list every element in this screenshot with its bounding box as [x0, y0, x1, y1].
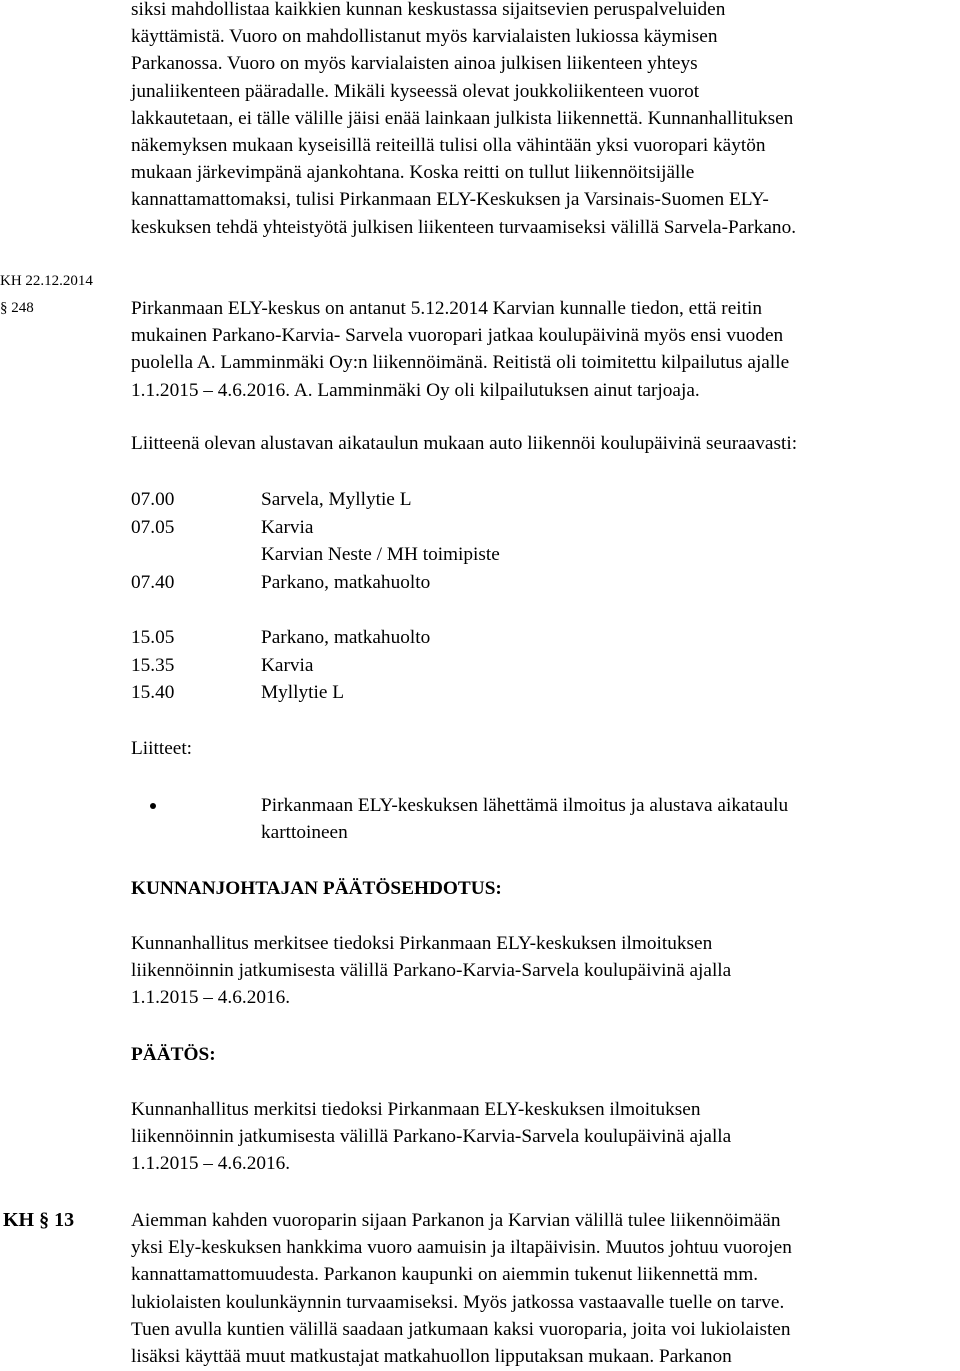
schedule-row: [131, 486, 500, 514]
schedule-place: Karvia: [261, 516, 314, 538]
notice-line: puolella A. Lamminmäki Oy:n liikennöimänä. Reitistä oli toimitettu kilpailutus ajalle: [131, 352, 790, 374]
notice-line: mukainen Parkano-Karvia- Sarvela vuoropari jatkaa koulupäivinä myös ensi vuoden: [131, 325, 784, 347]
schedule-time: 15.35: [131, 654, 175, 676]
kh13-line: Aiemman kahden vuoroparin sijaan Parkanon ja Karvian välillä tulee liikennöimään: [131, 1210, 781, 1231]
schedule-place: Parkano, matkahuolto: [261, 627, 431, 648]
decision-paragraph: [131, 1096, 957, 1178]
schedule-time: 07.40: [131, 571, 175, 593]
kh13-line: Tuen avulla kuntien välillä saadaan jatkumaan kaksi vuoroparia, joita voi lukiolaisten: [131, 1318, 791, 1340]
schedule-intro: [131, 430, 957, 457]
schedule-row: [131, 541, 500, 569]
schedule-place: Karvia: [261, 654, 314, 676]
notice-line: 1.1.2015 – 4.6.2016. A. Lamminmäki Oy oli kilpailutuksen ainut tarjoaja.: [131, 379, 700, 401]
kh13-line: kannattamattomuudesta. Parkanon kaupunki on aiemmin tukenut liikennettä mm.: [131, 1264, 759, 1286]
schedule-time: 07.05: [131, 516, 175, 538]
schedule-afternoon: [131, 624, 430, 707]
attachments-label: [131, 735, 957, 762]
kh13-section-label: KH § 13: [3, 1209, 75, 1231]
schedule-row: [131, 679, 430, 707]
notice-line: Pirkanmaan ELY-keskus on antanut 5.12.2014 Karvian kunnalle tiedon, että reitin: [131, 298, 762, 319]
intro-line: kannattamattomaksi, tulisi Pirkanmaan ELY-Keskuksen ja Varsinais-Suomen ELY-: [131, 189, 769, 211]
attachment-line: karttoineen: [261, 822, 348, 844]
bullet-icon: [150, 803, 156, 809]
kh13-line: yksi Ely-keskuksen hankkima vuoro aamuisin ja iltapäivisin. Muutos johtuu vuorojen: [131, 1237, 792, 1259]
intro-line: mukaan järkevimpänä ajankohtana. Koska reitti on tullut liikennöitsijälle: [131, 162, 695, 184]
schedule-time: 07.00: [131, 489, 175, 510]
section-number-label: § 248: [0, 300, 34, 316]
intro-line: näkemyksen mukaan kyseisillä reiteillä tulisi olla vähintään yksi vuoropari käytön: [131, 135, 766, 157]
schedule-time: 15.05: [131, 627, 175, 648]
schedule-intro-text: Liitteenä olevan alustavan aikataulun mukaan auto liikennöi koulupäivinä seuraavasti:: [131, 433, 798, 454]
proposal-line: Kunnanhallitus merkitsee tiedoksi Pirkanmaan ELY-keskuksen ilmoituksen: [131, 933, 713, 954]
proposal-paragraph: [131, 930, 957, 1012]
kh13-line: lisäksi käyttää muut matkustajat matkahuollon lipputaksan mukaan. Parkanon: [131, 1346, 732, 1368]
intro-line: käyttämistä. Vuoro on mahdollistanut myös karvialaisten lukiossa käymisen: [131, 26, 718, 48]
schedule-row: [131, 569, 500, 597]
schedule-time: 15.40: [131, 682, 175, 704]
proposal-heading: KUNNANJOHTAJAN PÄÄTÖSEHDOTUS:: [131, 878, 502, 899]
schedule-place: Myllytie L: [261, 682, 345, 704]
intro-line: Parkanossa. Vuoro on myös karvialaisten ainoa julkisen liikenteen yhteys: [131, 53, 698, 75]
intro-paragraph: [131, 0, 957, 241]
schedule-time: [131, 541, 261, 569]
intro-line: keskuksen tehdä yhteistyötä julkisen liikenteen turvaamiseksi välillä Sarvela-Parkano.: [131, 216, 797, 238]
schedule-row: [131, 652, 430, 680]
proposal-line: liikennöinnin jatkumisesta välillä Parkano-Karvia-Sarvela koulupäivinä ajalla: [131, 960, 732, 982]
proposal-line: 1.1.2015 – 4.6.2016.: [131, 987, 291, 1009]
kh13-line: lukiolaisten koulunkäynnin turvaamiseksi. Myös jatkossa vastaavalle tuelle on tarve.: [131, 1291, 785, 1313]
schedule-place: Parkano, matkahuolto: [261, 571, 431, 593]
intro-line: lakkautetaan, ei tälle välille jäisi enää lainkaan julkista liikennettä. Kunnanhallituksen: [131, 107, 794, 129]
meeting-date-label: KH 22.12.2014: [0, 273, 93, 289]
intro-line: siksi mahdollistaa kaikkien kunnan keskustassa sijaitsevien peruspalveluiden: [131, 0, 726, 20]
decision-line: 1.1.2015 – 4.6.2016.: [131, 1153, 291, 1175]
schedule-morning: [131, 486, 500, 596]
decision-line: liikennöinnin jatkumisesta välillä Parkano-Karvia-Sarvela koulupäivinä ajalla: [131, 1126, 732, 1148]
attachments-label-text: Liitteet:: [131, 738, 193, 759]
kh13-paragraph: [131, 1207, 957, 1370]
decision-heading: PÄÄTÖS:: [131, 1044, 216, 1065]
decision-line: Kunnanhallitus merkitsi tiedoksi Pirkanmaan ELY-keskuksen ilmoituksen: [131, 1099, 701, 1120]
schedule-row: [131, 624, 430, 652]
attachment-line: Pirkanmaan ELY-keskuksen lähettämä ilmoitus ja alustava aikataulu: [261, 795, 789, 816]
schedule-place: Karvian Neste / MH toimipiste: [261, 544, 500, 566]
schedule-place: Sarvela, Myllytie L: [261, 489, 412, 510]
intro-line: junaliikenteen pääradalle. Mikäli kyseessä olevat joukkoliikenteen vuorot: [131, 80, 700, 102]
schedule-row: [131, 514, 500, 542]
notice-paragraph: [131, 295, 957, 404]
attachment-text: [261, 792, 788, 846]
